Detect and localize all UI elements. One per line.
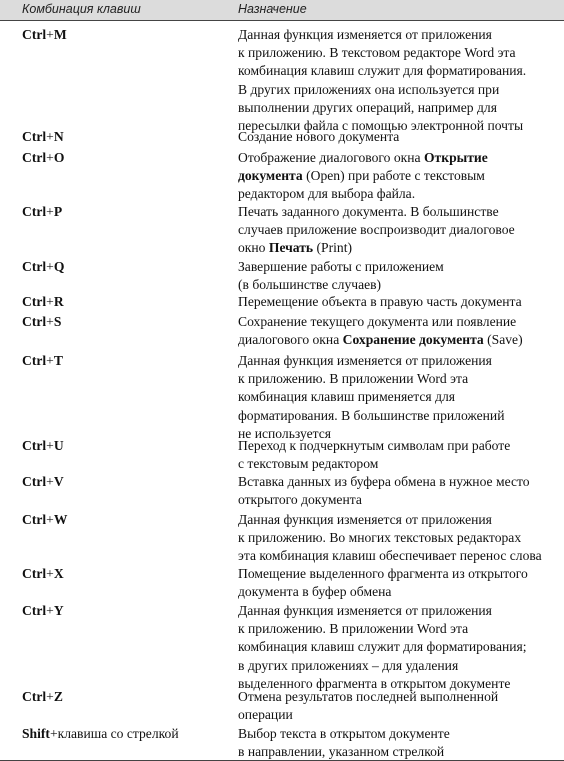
dialog-name: Открытие: [423, 150, 488, 165]
shortcut-key-rest: +X: [46, 566, 64, 581]
shortcut-key-rest: +N: [46, 129, 64, 144]
description-line: в других приложениях – для удаления: [238, 657, 459, 673]
shortcut-key-rest: +W: [46, 512, 68, 527]
description-text: (Print): [313, 240, 353, 256]
shortcut-modifier: Ctrl: [22, 204, 47, 219]
shortcut-modifier: Ctrl: [22, 689, 47, 704]
description-line: эта комбинация клавиш обеспечивает перенос слова: [238, 548, 542, 564]
description-text: случаев приложение воспроизводит диалоговое: [238, 222, 515, 238]
shortcut-modifier: Shift: [22, 726, 50, 741]
description-line: Данная функция изменяется от приложения: [238, 512, 492, 527]
description-line: Переход к подчеркнутым символам при работе: [238, 438, 511, 453]
description-line: форматирования. В большинстве приложений: [238, 407, 505, 423]
shortcut-description: [238, 437, 564, 473]
shortcut-modifier: Ctrl: [22, 294, 47, 309]
description-line: комбинация клавиш применяется для: [238, 389, 456, 405]
description-line: к приложению. В приложении Word эта: [238, 371, 469, 387]
shortcut-key-rest: +Y: [46, 603, 64, 618]
description-text: редактором для выбора файла.: [238, 186, 416, 202]
header-purpose: Назначение: [238, 2, 307, 16]
shortcut-key: [22, 688, 63, 706]
description-line: комбинация клавиш служит для форматирования;: [238, 639, 527, 655]
description-line: выделенного фрагмента в открытом документе: [238, 675, 511, 691]
shortcut-modifier: Ctrl: [22, 150, 47, 165]
description-line: в направлении, указанном стрелкой: [238, 744, 445, 760]
shortcut-description: [238, 352, 564, 443]
shortcut-description: [238, 293, 564, 311]
description-text: (Open) при работе с текстовым: [302, 168, 485, 184]
description-line: комбинация клавиш служит для форматирования.: [238, 63, 527, 79]
shortcut-description: [238, 602, 564, 693]
description-text: диалогового окна: [238, 332, 343, 348]
shortcut-modifier: Ctrl: [22, 438, 47, 453]
description-line: к приложению. Во многих текстовых редакторах: [238, 530, 522, 546]
shortcut-modifier: Ctrl: [22, 566, 47, 581]
shortcut-key: [22, 437, 64, 455]
description-line: с текстовым редактором: [238, 456, 379, 472]
description-line: [238, 221, 564, 239]
description-line: [238, 203, 564, 221]
shortcut-description: [238, 26, 564, 135]
shortcut-key-rest: +T: [46, 353, 63, 368]
description-line: [238, 313, 564, 331]
shortcut-description: [238, 313, 564, 349]
shortcut-description: [238, 473, 564, 509]
shortcut-key-rest: +R: [46, 294, 64, 309]
shortcut-key: [22, 203, 62, 221]
shortcut-description: [238, 725, 564, 761]
description-text: Отображение диалогового окна: [238, 150, 424, 165]
shortcut-description: [238, 149, 564, 204]
shortcut-modifier: Ctrl: [22, 353, 47, 368]
description-line: Отмена результатов последней выполненной: [238, 689, 499, 704]
dialog-name: Сохранение документа: [342, 332, 484, 348]
shortcut-modifier: Ctrl: [22, 474, 47, 489]
description-line: открытого документа: [238, 492, 362, 508]
description-text: Сохранение текущего документа или появление: [238, 314, 517, 329]
shortcut-key: [22, 511, 67, 529]
shortcut-key-rest: +S: [46, 314, 62, 329]
description-text: окно: [238, 240, 269, 256]
shortcut-key-rest: +P: [46, 204, 63, 219]
shortcut-description: [238, 511, 564, 566]
description-line: Данная функция изменяется от приложения: [238, 603, 492, 618]
header-key-combination: Комбинация клавиш: [22, 2, 141, 16]
dialog-name: документа: [238, 168, 303, 184]
description-line: к приложению. В текстовом редакторе Word эта: [238, 45, 516, 61]
shortcut-modifier: Ctrl: [22, 314, 47, 329]
description-line: к приложению. В приложении Word эта: [238, 621, 469, 637]
description-line: Помещение выделенного фрагмента из открытого: [238, 566, 528, 581]
description-line: документа в буфер обмена: [238, 584, 392, 600]
shortcut-key-rest: +V: [46, 474, 64, 489]
shortcut-key: [22, 565, 64, 583]
description-line: [238, 185, 564, 203]
shortcut-key: [22, 293, 64, 311]
description-line: [238, 239, 564, 257]
description-line: Завершение работы с приложением: [238, 259, 444, 274]
description-line: [238, 149, 564, 167]
description-text: (Save): [483, 332, 523, 348]
shortcut-modifier: Ctrl: [22, 259, 47, 274]
shortcut-key: [22, 602, 64, 620]
description-line: выполнении других операций, например для: [238, 99, 497, 115]
shortcut-description: [238, 688, 564, 724]
shortcut-modifier: Ctrl: [22, 603, 47, 618]
shortcut-key: [22, 258, 64, 276]
table-header: [0, 0, 564, 21]
description-line: [238, 167, 564, 185]
dialog-name: Печать: [268, 240, 314, 256]
shortcut-key: [22, 725, 179, 743]
shortcut-key: [22, 149, 64, 167]
shortcut-key: [22, 473, 64, 491]
description-line: пересылки файла с помощью электронной почты: [238, 118, 524, 134]
shortcut-key-rest: +Z: [46, 689, 63, 704]
description-line: Выбор текста в открытом документе: [238, 726, 450, 741]
description-line: В других приложениях она используется при: [238, 81, 500, 97]
shortcut-key-rest: +M: [46, 27, 67, 42]
shortcut-key-rest: +U: [46, 438, 64, 453]
shortcut-description: [238, 258, 564, 294]
description-line: не используется: [238, 425, 332, 441]
description-text: Печать заданного документа. В большинстве: [238, 204, 499, 219]
shortcut-key-rest: +Q: [46, 259, 65, 274]
description-line: операции: [238, 707, 293, 723]
shortcut-description: [238, 203, 564, 258]
description-line: Данная функция изменяется от приложения: [238, 353, 492, 368]
description-line: Вставка данных из буфера обмена в нужное место: [238, 474, 530, 489]
description-line: [238, 331, 564, 349]
shortcut-key: [22, 128, 64, 146]
shortcut-key: [22, 313, 61, 331]
shortcut-modifier: Ctrl: [22, 512, 47, 527]
shortcut-modifier: Ctrl: [22, 27, 47, 42]
shortcut-key: [22, 26, 67, 44]
shortcut-key: [22, 352, 63, 370]
shortcut-modifier: Ctrl: [22, 129, 47, 144]
description-line: Данная функция изменяется от приложения: [238, 27, 492, 42]
shortcut-key-rest: +O: [46, 150, 65, 165]
description-line: (в большинстве случаев): [238, 277, 382, 293]
shortcut-key-rest: +клавиша со стрелкой: [49, 726, 179, 741]
shortcut-description: [238, 128, 564, 146]
shortcut-description: [238, 565, 564, 601]
description-line: Перемещение объекта в правую часть документа: [238, 294, 522, 309]
description-line: Создание нового документа: [238, 129, 400, 144]
